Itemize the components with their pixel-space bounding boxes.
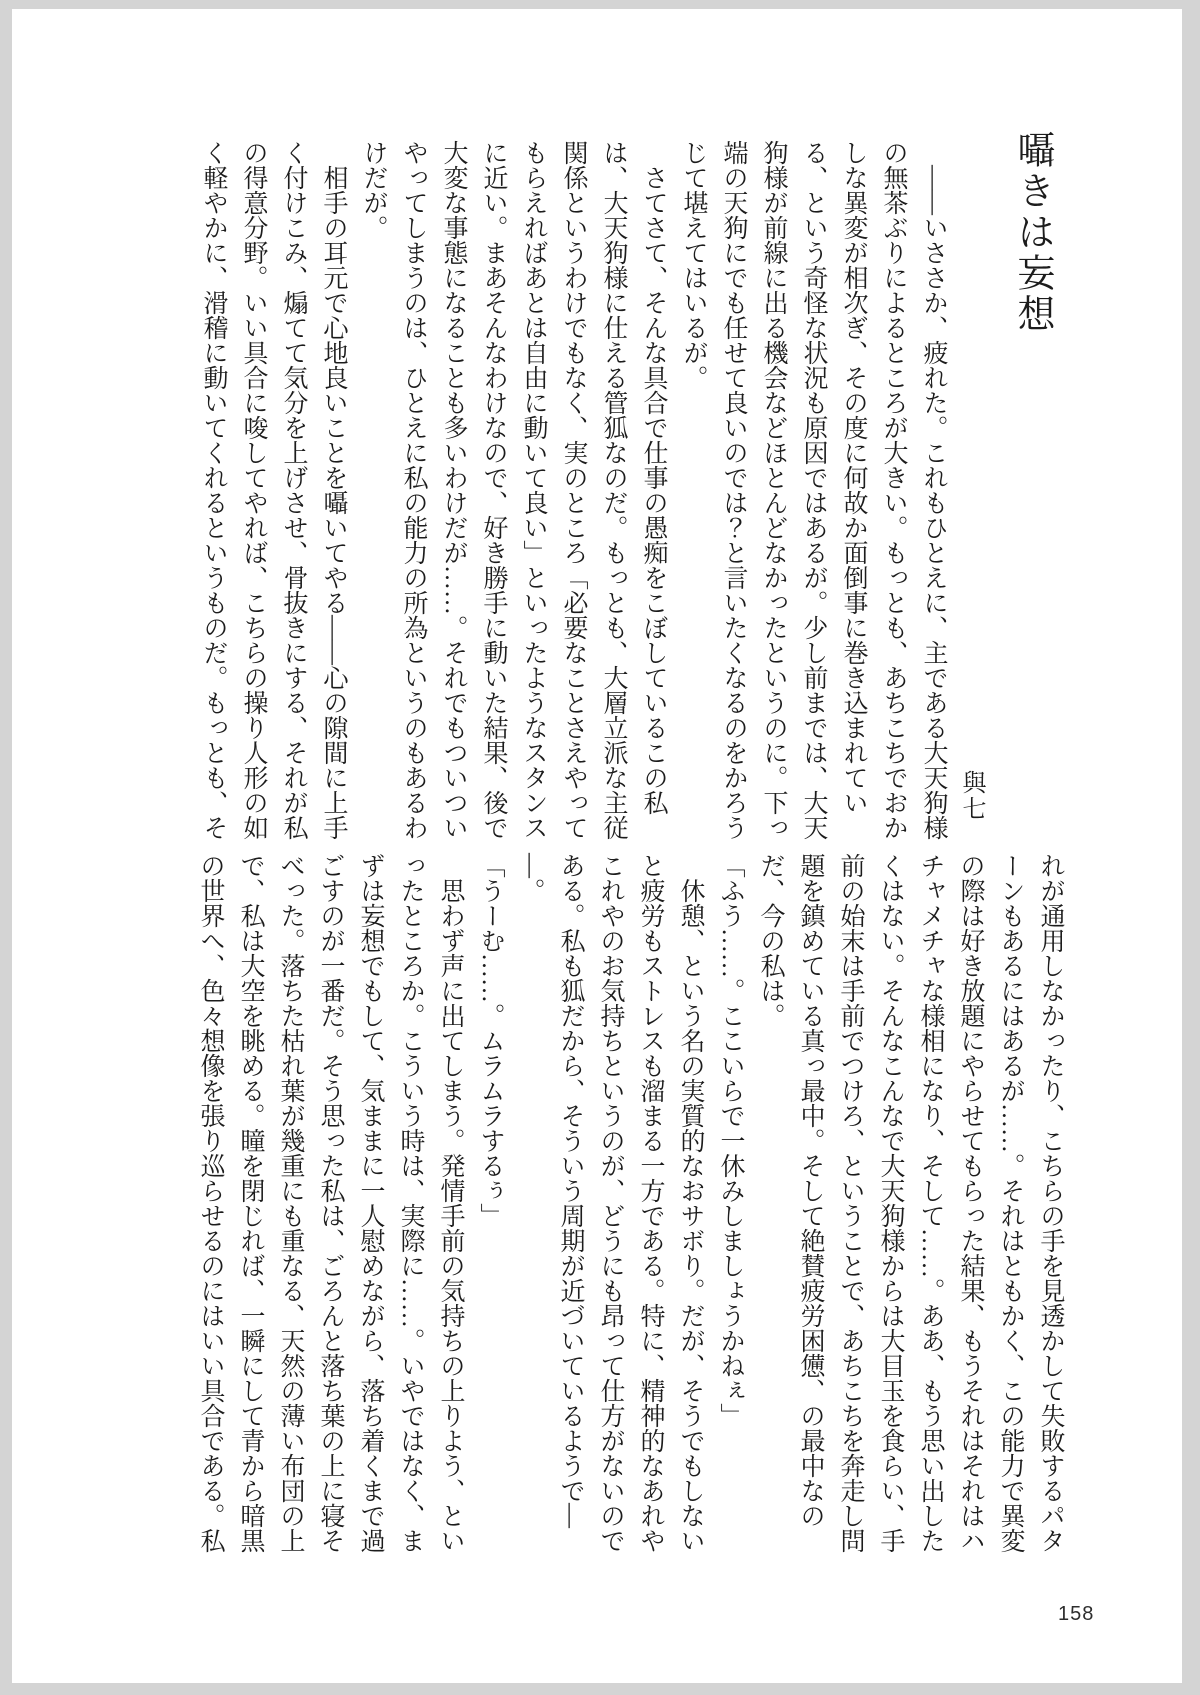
text-column: 端の天狗にでも任せて良いのでは？と言いたくなるのをかろう (720, 140, 747, 840)
text-column: やってしまうのは、ひとえに私の能力の所為というのもあるわ (400, 140, 427, 840)
text-column: 題を鎮めている真っ最中。そして絶賛疲労困憊、の最中なの (797, 853, 824, 1528)
text-column: 休憩、という名の実質的なおサボり。だが、そうでもしない (677, 853, 704, 1553)
page-number: 158 (1058, 1603, 1095, 1625)
text-column: の世界へ、色々想像を張り巡らせるのにはいい具合である。私 (197, 853, 224, 1553)
text-column: —。 (517, 853, 544, 903)
text-column: 「ふう……。ここいらで一休みしましょうかねぇ」 (717, 853, 744, 1428)
text-column: ったところか。こういう時は、実際に……。いやではなく、ま (397, 853, 424, 1553)
text-column: く付けこみ、煽てて気分を上げさせ、骨抜きにする、それが私 (280, 140, 307, 840)
text-column: もらえればあとは自由に動いて良い」といったようなスタンス (520, 140, 547, 840)
text-column: れが通用しなかったり、こちらの手を見透かして失敗するパタ (1037, 853, 1064, 1553)
top-text-block (193, 140, 953, 840)
text-column: 狗様が前線に出る機会などほとんどなかったというのに。下っ (760, 140, 787, 840)
text-column: さてさて、そんな具合で仕事の愚痴をこぼしているこの私 (640, 140, 667, 815)
text-column: ある。私も狐だから、そういう周期が近づいているようで— (557, 853, 584, 1528)
text-column: チャメチャな様相になり、そして……。ああ、もう思い出した (917, 853, 944, 1553)
page-title: 囁きは妄想 (1011, 130, 1053, 335)
text-column: く軽やかに、滑稽に動いてくれるというものだ。もっとも、そ (200, 140, 227, 840)
text-column: だ、今の私は。 (757, 853, 784, 1028)
author-name: 與七 (958, 770, 984, 822)
text-column: で、私は大空を眺める。瞳を閉じれば、一瞬にして青から暗黒 (237, 853, 264, 1553)
text-column: は、大天狗様に仕える管狐なのだ。もっとも、大層立派な主従 (600, 140, 627, 840)
text-column: に近い。まあそんなわけなので、好き勝手に動いた結果、後で (480, 140, 507, 840)
text-column: の得意分野。いい具合に唆してやれば、こちらの操り人形の如 (240, 140, 267, 840)
bottom-text-block (190, 853, 1070, 1553)
text-column: しな異変が相次ぎ、その度に何故か面倒事に巻き込まれてい (840, 140, 867, 815)
text-column: の無茶ぶりによるところが大きい。もっとも、あちこちでおか (880, 140, 907, 840)
text-column: べった。落ちた枯れ葉が幾重にも重なる、天然の薄い布団の上 (277, 853, 304, 1553)
text-column: じて堪えてはいるが。 (680, 140, 707, 390)
text-column: 思わず声に出てしまう。発情手前の気持ちの上りよう、とい (437, 853, 464, 1553)
text-column: ーンもあるにはあるが……。それはともかく、この能力で異変 (997, 853, 1024, 1553)
text-column: 大変な事態になることも多いわけだが……。それでもついつい (440, 140, 467, 840)
text-column: ——いささか、疲れた。これもひとえに、主である大天狗様 (920, 140, 947, 840)
text-column: けだが。 (360, 140, 387, 240)
text-column: くはない。そんなこんなで大天狗様からは大目玉を食らい、手 (877, 853, 904, 1553)
text-column: 関係というわけでもなく、実のところ「必要なことさえやって (560, 140, 587, 840)
text-column: る、という奇怪な状況も原因ではあるが。少し前までは、大天 (800, 140, 827, 840)
text-column: これやのお気持ちというのが、どうにも昂って仕方がないので (597, 853, 624, 1553)
text-column: 前の始末は手前でつけろ、ということで、あちこちを奔走し問 (837, 853, 864, 1553)
text-column: の際は好き放題にやらせてもらった結果、もうそれはそれはハ (957, 853, 984, 1553)
text-column: ずは妄想でもして、気ままに一人慰めながら、落ち着くまで過 (357, 853, 384, 1553)
text-column: と疲労もストレスも溜まる一方である。特に、精神的なあれや (637, 853, 664, 1553)
text-column: 「うーむ……。ムラムラするぅ」 (477, 853, 504, 1228)
text-column: ごすのが一番だ。そう思った私は、ごろんと落ち葉の上に寝そ (317, 853, 344, 1553)
book-page (12, 9, 1182, 1683)
text-column: 相手の耳元で心地良いことを囁いてやる——心の隙間に上手 (320, 140, 347, 840)
